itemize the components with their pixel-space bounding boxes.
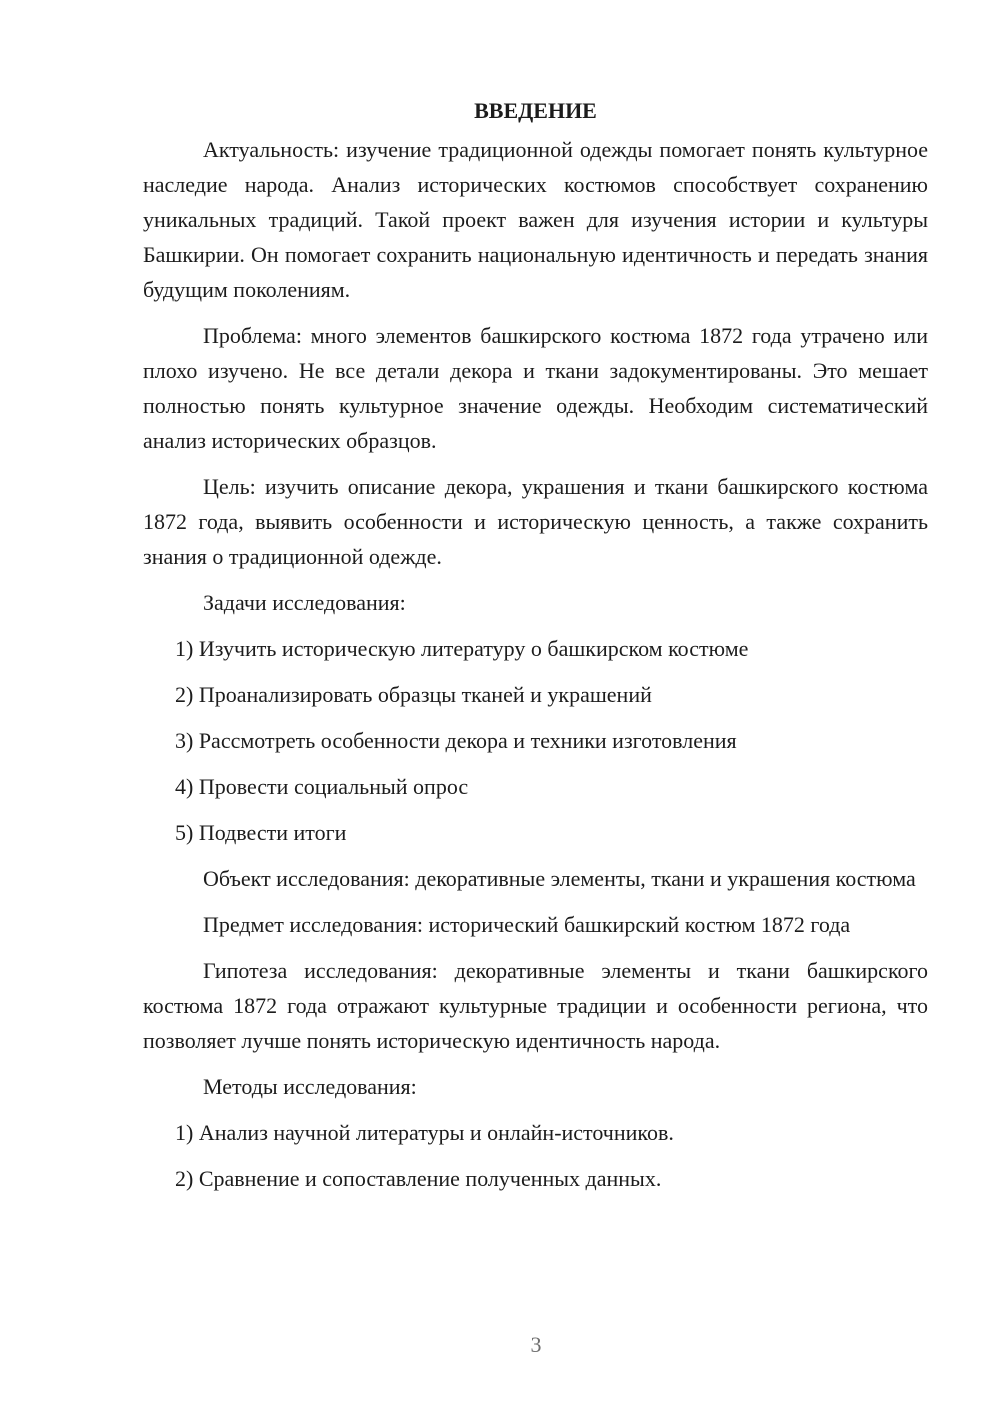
list-item: 4) Провести социальный опрос [175,774,469,799]
goal-paragraph: Цель: изучить описание декора, украшения и ткани башкирского костюма 1872 года, выявить особенности и историческую ценность, а также сохранить знания о традиционной одежде. [143,474,928,569]
list-item: 1) Анализ научной литературы и онлайн-источников. [175,1120,674,1145]
methods-list [143,1115,928,1196]
problem-paragraph: Проблема: много элементов башкирского костюма 1872 года утрачено или плохо изучено. Не все детали декора и ткани задокументированы. Это мешает полностью понять культурное значение одежды. Необходим систематический анализ исторических образцов. [143,323,928,453]
list-item: 2) Сравнение и сопоставление полученных данных. [175,1166,662,1191]
hypothesis-paragraph: Гипотеза исследования: декоративные элементы и ткани башкирского костюма 1872 года отражают культурные традиции и особенности региона, что позволяет лучше понять историческую идентичность народа. [143,958,928,1053]
subject-paragraph: Предмет исследования: исторический башкирский костюм 1872 года [203,912,851,937]
document-page [143,96,928,1207]
list-item: 3) Рассмотреть особенности декора и техники изготовления [175,728,737,753]
list-item: 1) Изучить историческую литературу о башкирском костюме [175,636,749,661]
tasks-title: Задачи исследования: [203,590,406,615]
list-item: 5) Подвести итоги [175,820,347,845]
page-number: 3 [530,1332,542,1357]
tasks-list [143,631,928,850]
object-paragraph: Объект исследования: декоративные элементы, ткани и украшения костюма [203,866,916,891]
list-item: 2) Проанализировать образцы тканей и украшений [175,682,652,707]
section-heading: ВВЕДЕНИЕ [474,98,597,123]
methods-title: Методы исследования: [203,1074,417,1099]
relevance-paragraph: Актуальность: изучение традиционной одежды помогает понять культурное наследие народа. Анализ исторических костюмов способствует сохранению уникальных традиций. Такой проект важен для изучения истории и культуры Башкирии. Он помогает сохранить национальную идентичность и передать знания будущим поколениям. [143,137,928,302]
